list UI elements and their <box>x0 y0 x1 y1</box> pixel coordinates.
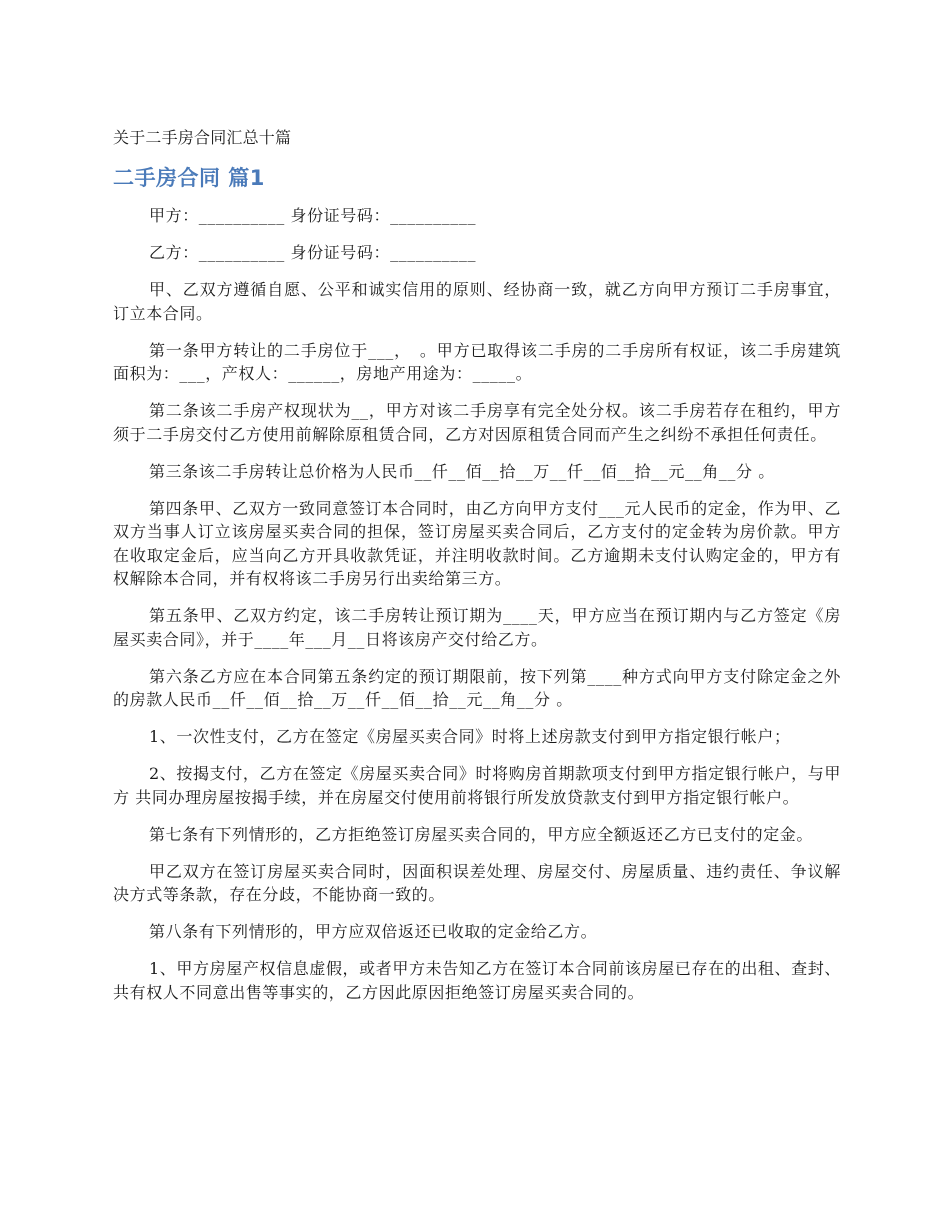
article-6-paragraph: 第六条乙方应在本合同第五条约定的预订期限前，按下列第____种方式向甲方支付除定金之外的房款人民币__仟__佰__拾__万__仟__佰__拾__元__角__分 。 <box>113 666 841 709</box>
article-5-paragraph: 第五条甲、乙双方约定，该二手房转让预订期为____天，甲方应当在预订期内与乙方签定《房屋买卖合同》，并于____年___月__日将该房产交付给乙方。 <box>113 606 841 649</box>
article-2-paragraph: 第二条该二手房产权现状为__，甲方对该二手房享有完全处分权。该二手房若存在租约，甲方须于二手房交付乙方使用前解除原租赁合同，乙方对因原租赁合同而产生之纠纷不承担任何责任。 <box>113 401 841 444</box>
article-8-item-1-paragraph: 1、甲方房屋产权信息虚假，或者甲方未告知乙方在签订本合同前该房屋已存在的出租、查封、共有权人不同意出售等事实的，乙方因此原因拒绝签订房屋买卖合同的。 <box>113 959 841 1002</box>
party-b-line: 乙方：__________ 身份证号码：__________ <box>149 243 477 262</box>
article-1-paragraph: 第一条甲方转让的二手房位于___， 。甲方已取得该二手房的二手房所有权证，该二手房建筑面积为：___，产权人：______，房地产用途为：_____。 <box>113 340 841 383</box>
article-7-detail-paragraph: 甲乙双方在签订房屋买卖合同时，因面积误差处理、房屋交付、房屋质量、违约责任、争议解决方式等条款，存在分歧，不能协商一致的。 <box>113 861 841 904</box>
payment-option-2-paragraph: 2、按揭支付，乙方在签定《房屋买卖合同》时将购房首期款项支付到甲方指定银行帐户，与甲方 共同办理房屋按揭手续，并在房屋交付使用前将银行所发放贷款支付到甲方指定银行帐户。 <box>113 764 841 807</box>
section-heading: 二手房合同 篇1 <box>113 166 265 190</box>
article-4-paragraph: 第四条甲、乙双方一致同意签订本合同时，由乙方向甲方支付___元人民币的定金，作为甲、乙双方当事人订立该房屋买卖合同的担保，签订房屋买卖合同后，乙方支付的定金转为房价款。甲方在收取定金后，应当向乙方开具收款凭证，并注明收款时间。乙方逾期未支付认购定金的，甲方有权解除本合同，并有权将该二手房另行出卖给第三方。 <box>113 498 841 588</box>
article-8-paragraph: 第八条有下列情形的，甲方应双倍返还已收取的定金给乙方。 <box>149 922 598 941</box>
document-title: 关于二手房合同汇总十篇 <box>113 128 292 147</box>
document-page <box>113 126 841 1018</box>
party-a-line: 甲方：__________ 身份证号码：__________ <box>149 206 477 225</box>
article-3-paragraph: 第三条该二手房转让总价格为人民币__仟__佰__拾__万__仟__佰__拾__元__角__分 。 <box>149 461 775 481</box>
preamble-paragraph: 甲、乙双方遵循自愿、公平和诚实信用的原则、经协商一致，就乙方向甲方预订二手房事宜，订立本合同。 <box>113 280 841 323</box>
article-7-paragraph: 第七条有下列情形的，乙方拒绝签订房屋买卖合同的，甲方应全额返还乙方已支付的定金。 <box>149 824 814 844</box>
payment-option-1-paragraph: 1、一次性支付，乙方在签定《房屋买卖合同》时将上述房款支付到甲方指定银行帐户； <box>149 727 791 746</box>
